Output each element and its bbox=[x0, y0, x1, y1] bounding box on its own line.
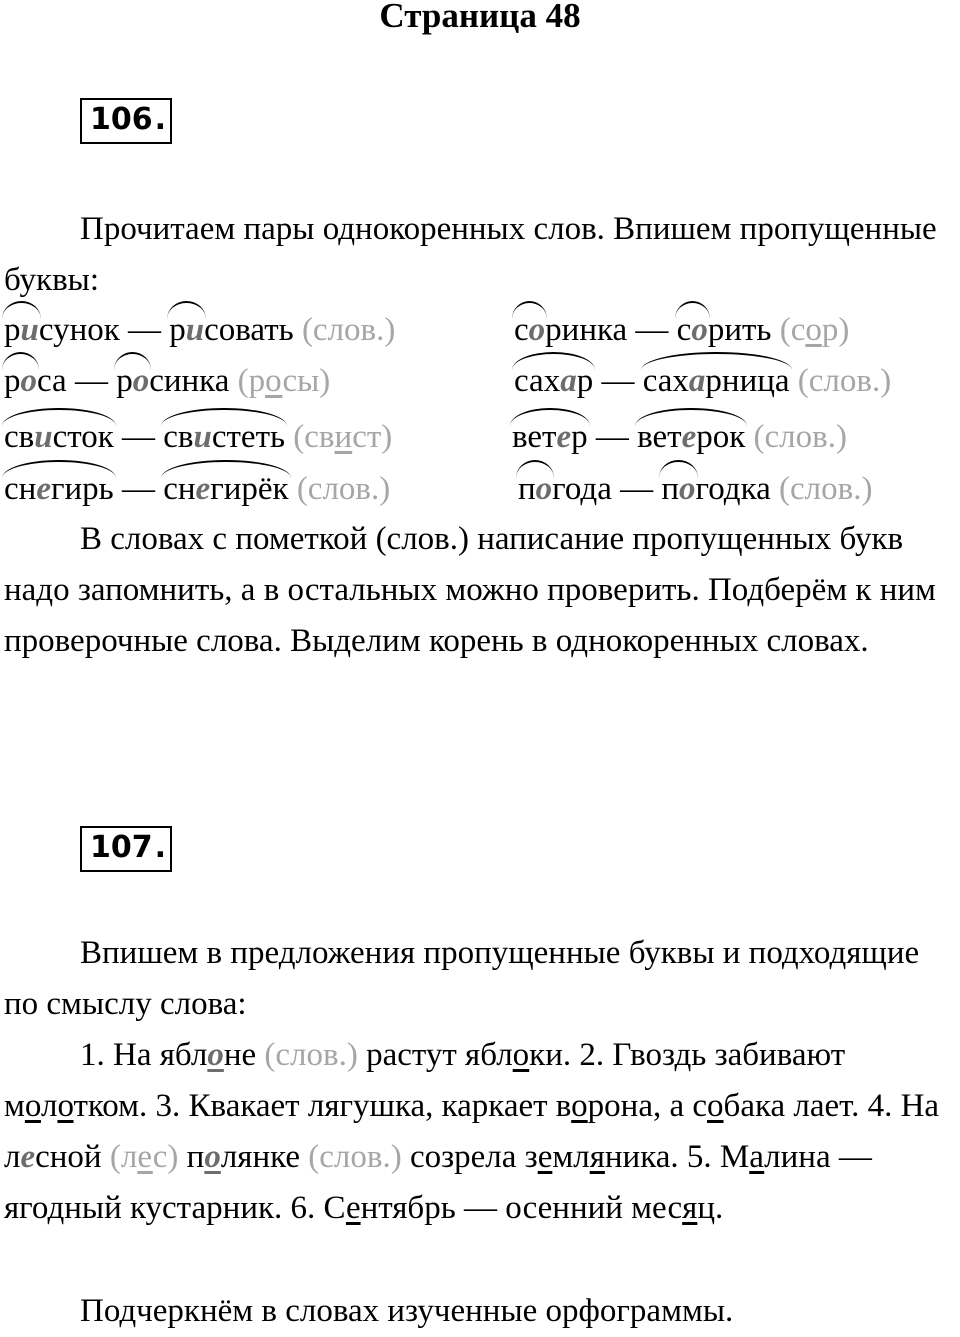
pair-word-rest: синка bbox=[149, 363, 230, 399]
text-fragment: я bbox=[682, 1190, 698, 1226]
text-fragment: о bbox=[528, 312, 546, 348]
text-fragment: сах bbox=[514, 363, 561, 399]
text-fragment: е bbox=[36, 471, 51, 507]
note: (слов.) bbox=[296, 471, 391, 507]
text-fragment: (слов.) bbox=[308, 1139, 402, 1175]
text-fragment: о bbox=[204, 1139, 221, 1175]
dash: — bbox=[601, 363, 635, 399]
root-arc bbox=[641, 352, 792, 370]
text-fragment: р bbox=[4, 363, 21, 399]
pair-row bbox=[4, 361, 330, 401]
text-fragment: а bbox=[749, 1139, 765, 1175]
pair-word bbox=[637, 417, 745, 457]
dash: — bbox=[635, 312, 669, 348]
pair-word bbox=[116, 361, 149, 401]
text-fragment: нтябрь — осенний мес bbox=[360, 1190, 683, 1226]
task-106-intro-text: Прочитаем пары однокоренных слов. Впишем пропущенные буквы: bbox=[4, 211, 937, 298]
task-107-closing-text: Подчеркнём в словах изученные орфограммы. bbox=[80, 1293, 734, 1329]
text-fragment: п bbox=[178, 1139, 205, 1175]
text-fragment: с bbox=[676, 312, 692, 348]
pair-word-rest: годка bbox=[695, 471, 771, 507]
task-number-107-value: 107 bbox=[90, 830, 153, 865]
text-fragment: е bbox=[20, 1139, 36, 1175]
text-fragment: сной bbox=[35, 1139, 110, 1175]
pair-word bbox=[661, 469, 695, 509]
text-fragment: бака лает. 4. На л bbox=[4, 1088, 940, 1175]
note: (слов.) bbox=[779, 471, 873, 507]
note: (слов.) bbox=[301, 312, 396, 348]
pair-word-rest: ринка bbox=[545, 312, 628, 348]
text-fragment: с bbox=[514, 312, 529, 348]
text-fragment: тком. 3. Квакает лягушка, каркает в bbox=[73, 1088, 572, 1124]
text-fragment: сн bbox=[163, 471, 196, 507]
text-fragment: а bbox=[560, 363, 577, 399]
task-number-106 bbox=[80, 98, 172, 144]
text-fragment: ст) bbox=[352, 419, 393, 455]
dash: — bbox=[620, 471, 654, 507]
text-fragment: созрела з bbox=[401, 1139, 538, 1175]
pair-word bbox=[163, 469, 288, 509]
pair-row bbox=[514, 310, 849, 350]
text-fragment: рок bbox=[696, 419, 746, 455]
pair-row bbox=[514, 361, 891, 401]
pair-word bbox=[643, 361, 790, 401]
text-fragment: о bbox=[679, 471, 696, 507]
text-fragment: о bbox=[535, 471, 553, 507]
note: (слов.) bbox=[753, 419, 847, 455]
task-107-closing bbox=[4, 1286, 958, 1337]
task-106-explanation bbox=[4, 514, 958, 667]
text-fragment: р bbox=[571, 419, 588, 455]
text-fragment: (л bbox=[109, 1139, 138, 1175]
root-arc bbox=[659, 460, 697, 478]
text-fragment: р bbox=[4, 312, 21, 348]
text-fragment: о bbox=[207, 1037, 224, 1073]
text-fragment: я bbox=[589, 1139, 605, 1175]
task-number-107 bbox=[80, 826, 172, 872]
text-fragment: ника. 5. М bbox=[604, 1139, 750, 1175]
text-fragment: о bbox=[20, 363, 37, 399]
dash: — bbox=[74, 363, 108, 399]
pair-word bbox=[514, 361, 593, 401]
text-fragment: (р bbox=[237, 363, 266, 399]
text-fragment: р bbox=[116, 363, 133, 399]
pair-word bbox=[518, 469, 552, 509]
note bbox=[293, 419, 392, 455]
text-fragment: св bbox=[4, 419, 35, 455]
root-arc bbox=[2, 460, 116, 478]
text-fragment: ц. bbox=[697, 1190, 724, 1226]
text-fragment: вет bbox=[512, 419, 557, 455]
pair-word-rest: совать bbox=[204, 312, 294, 348]
text-fragment: стеть bbox=[211, 419, 286, 455]
text-fragment: рница bbox=[705, 363, 790, 399]
text-fragment: р bbox=[169, 312, 186, 348]
pair-word-rest: рить bbox=[707, 312, 772, 348]
task-106-intro bbox=[4, 204, 958, 306]
text-fragment: и bbox=[34, 419, 53, 455]
dash: — bbox=[122, 419, 156, 455]
task-107-intro-text: Впишем в предложения пропущенные буквы и подходящие по смыслу слова: bbox=[4, 935, 920, 1022]
text-fragment: р bbox=[576, 363, 594, 399]
pair-row bbox=[4, 310, 395, 350]
text-fragment: гирёк bbox=[210, 471, 289, 507]
text-fragment: св bbox=[163, 419, 194, 455]
text-fragment: и bbox=[20, 312, 39, 348]
text-fragment: 1. На ябл bbox=[80, 1037, 208, 1073]
text-fragment: лина — ягодный кустарник. 6. С bbox=[4, 1139, 872, 1226]
task-107-intro bbox=[4, 928, 958, 1030]
text-fragment: гирь bbox=[50, 471, 114, 507]
text-fragment: а bbox=[688, 363, 706, 399]
page-title: Страница 48 bbox=[379, 0, 581, 35]
pair-word bbox=[169, 310, 204, 350]
text-fragment: е bbox=[681, 419, 697, 455]
text-fragment: (с bbox=[779, 312, 806, 348]
root-arc bbox=[635, 408, 747, 426]
pair-row bbox=[512, 417, 847, 457]
text-fragment: и bbox=[334, 419, 353, 455]
note bbox=[780, 312, 850, 348]
text-fragment: и bbox=[193, 419, 212, 455]
dash: — bbox=[121, 471, 155, 507]
text-fragment: не bbox=[223, 1037, 265, 1073]
text-fragment: растут ябл bbox=[357, 1037, 513, 1073]
text-fragment: с) bbox=[152, 1139, 179, 1175]
pair-word bbox=[4, 417, 114, 457]
text-fragment: сн bbox=[4, 471, 37, 507]
pair-word-rest: сунок bbox=[38, 312, 120, 348]
dash: — bbox=[595, 419, 629, 455]
text-fragment: ки. 2. Гвоздь забивают м bbox=[4, 1037, 846, 1124]
note: (слов.) bbox=[797, 363, 892, 399]
text-fragment bbox=[4, 1037, 80, 1073]
text-fragment: о bbox=[805, 312, 822, 348]
text-fragment: о bbox=[691, 312, 708, 348]
root-arc bbox=[114, 352, 151, 370]
task-106-explanation-text: В словах с пометкой (слов.) написание пропущенных букв надо запомнить, а в остальных можно проверить. Подберём к ним проверочные слова. Выделим корень в однокоренных словах. bbox=[4, 521, 936, 659]
pair-word-rest: года bbox=[552, 471, 612, 507]
pair-word bbox=[512, 417, 588, 457]
text-fragment: п bbox=[518, 471, 536, 507]
pair-row bbox=[4, 417, 392, 457]
pair-row bbox=[4, 469, 390, 509]
text-fragment: о bbox=[24, 1088, 41, 1124]
text-fragment: вет bbox=[637, 419, 682, 455]
root-arc bbox=[510, 408, 590, 426]
text-fragment: рона, а с bbox=[587, 1088, 708, 1124]
root-arc bbox=[2, 408, 116, 426]
text-fragment: е bbox=[195, 471, 211, 507]
pair-word bbox=[514, 310, 545, 350]
text-fragment: о bbox=[512, 1037, 530, 1073]
text-fragment: о bbox=[132, 363, 150, 399]
pair-word bbox=[163, 417, 285, 457]
text-fragment: о bbox=[265, 363, 283, 399]
pair-word bbox=[4, 310, 39, 350]
text-fragment: е bbox=[345, 1190, 361, 1226]
text-fragment: мл bbox=[552, 1139, 590, 1175]
note bbox=[238, 363, 331, 399]
task-number-107-dot: . bbox=[154, 830, 166, 865]
text-fragment: п bbox=[661, 471, 680, 507]
text-fragment: е bbox=[556, 419, 572, 455]
text-fragment: сток bbox=[52, 419, 114, 455]
task-107-sentences bbox=[4, 1030, 958, 1234]
pair-row bbox=[518, 469, 872, 509]
task-number-106-value: 106 bbox=[90, 102, 153, 137]
text-fragment: е bbox=[137, 1139, 153, 1175]
root-arc bbox=[161, 408, 287, 426]
pair-word bbox=[677, 310, 708, 350]
root-arc bbox=[516, 460, 554, 478]
text-fragment: р) bbox=[821, 312, 850, 348]
text-fragment: и bbox=[185, 312, 205, 348]
root-arc bbox=[161, 460, 290, 478]
dash: — bbox=[128, 312, 162, 348]
root-arc bbox=[512, 352, 595, 370]
text-fragment: лянке bbox=[220, 1139, 309, 1175]
text-fragment: (св bbox=[293, 419, 335, 455]
pair-word bbox=[4, 469, 114, 509]
text-fragment: е bbox=[537, 1139, 553, 1175]
text-fragment: л bbox=[40, 1088, 58, 1124]
pair-word-rest: са bbox=[37, 363, 67, 399]
text-fragment: о bbox=[57, 1088, 74, 1124]
root-arc bbox=[2, 352, 39, 370]
text-fragment: (слов.) bbox=[264, 1037, 358, 1073]
text-fragment: о bbox=[707, 1088, 724, 1124]
text-fragment: сах bbox=[642, 363, 689, 399]
task-number-106-dot: . bbox=[154, 102, 166, 137]
text-fragment: сы) bbox=[282, 363, 331, 399]
text-fragment: о bbox=[571, 1088, 588, 1124]
pair-word bbox=[4, 361, 37, 401]
